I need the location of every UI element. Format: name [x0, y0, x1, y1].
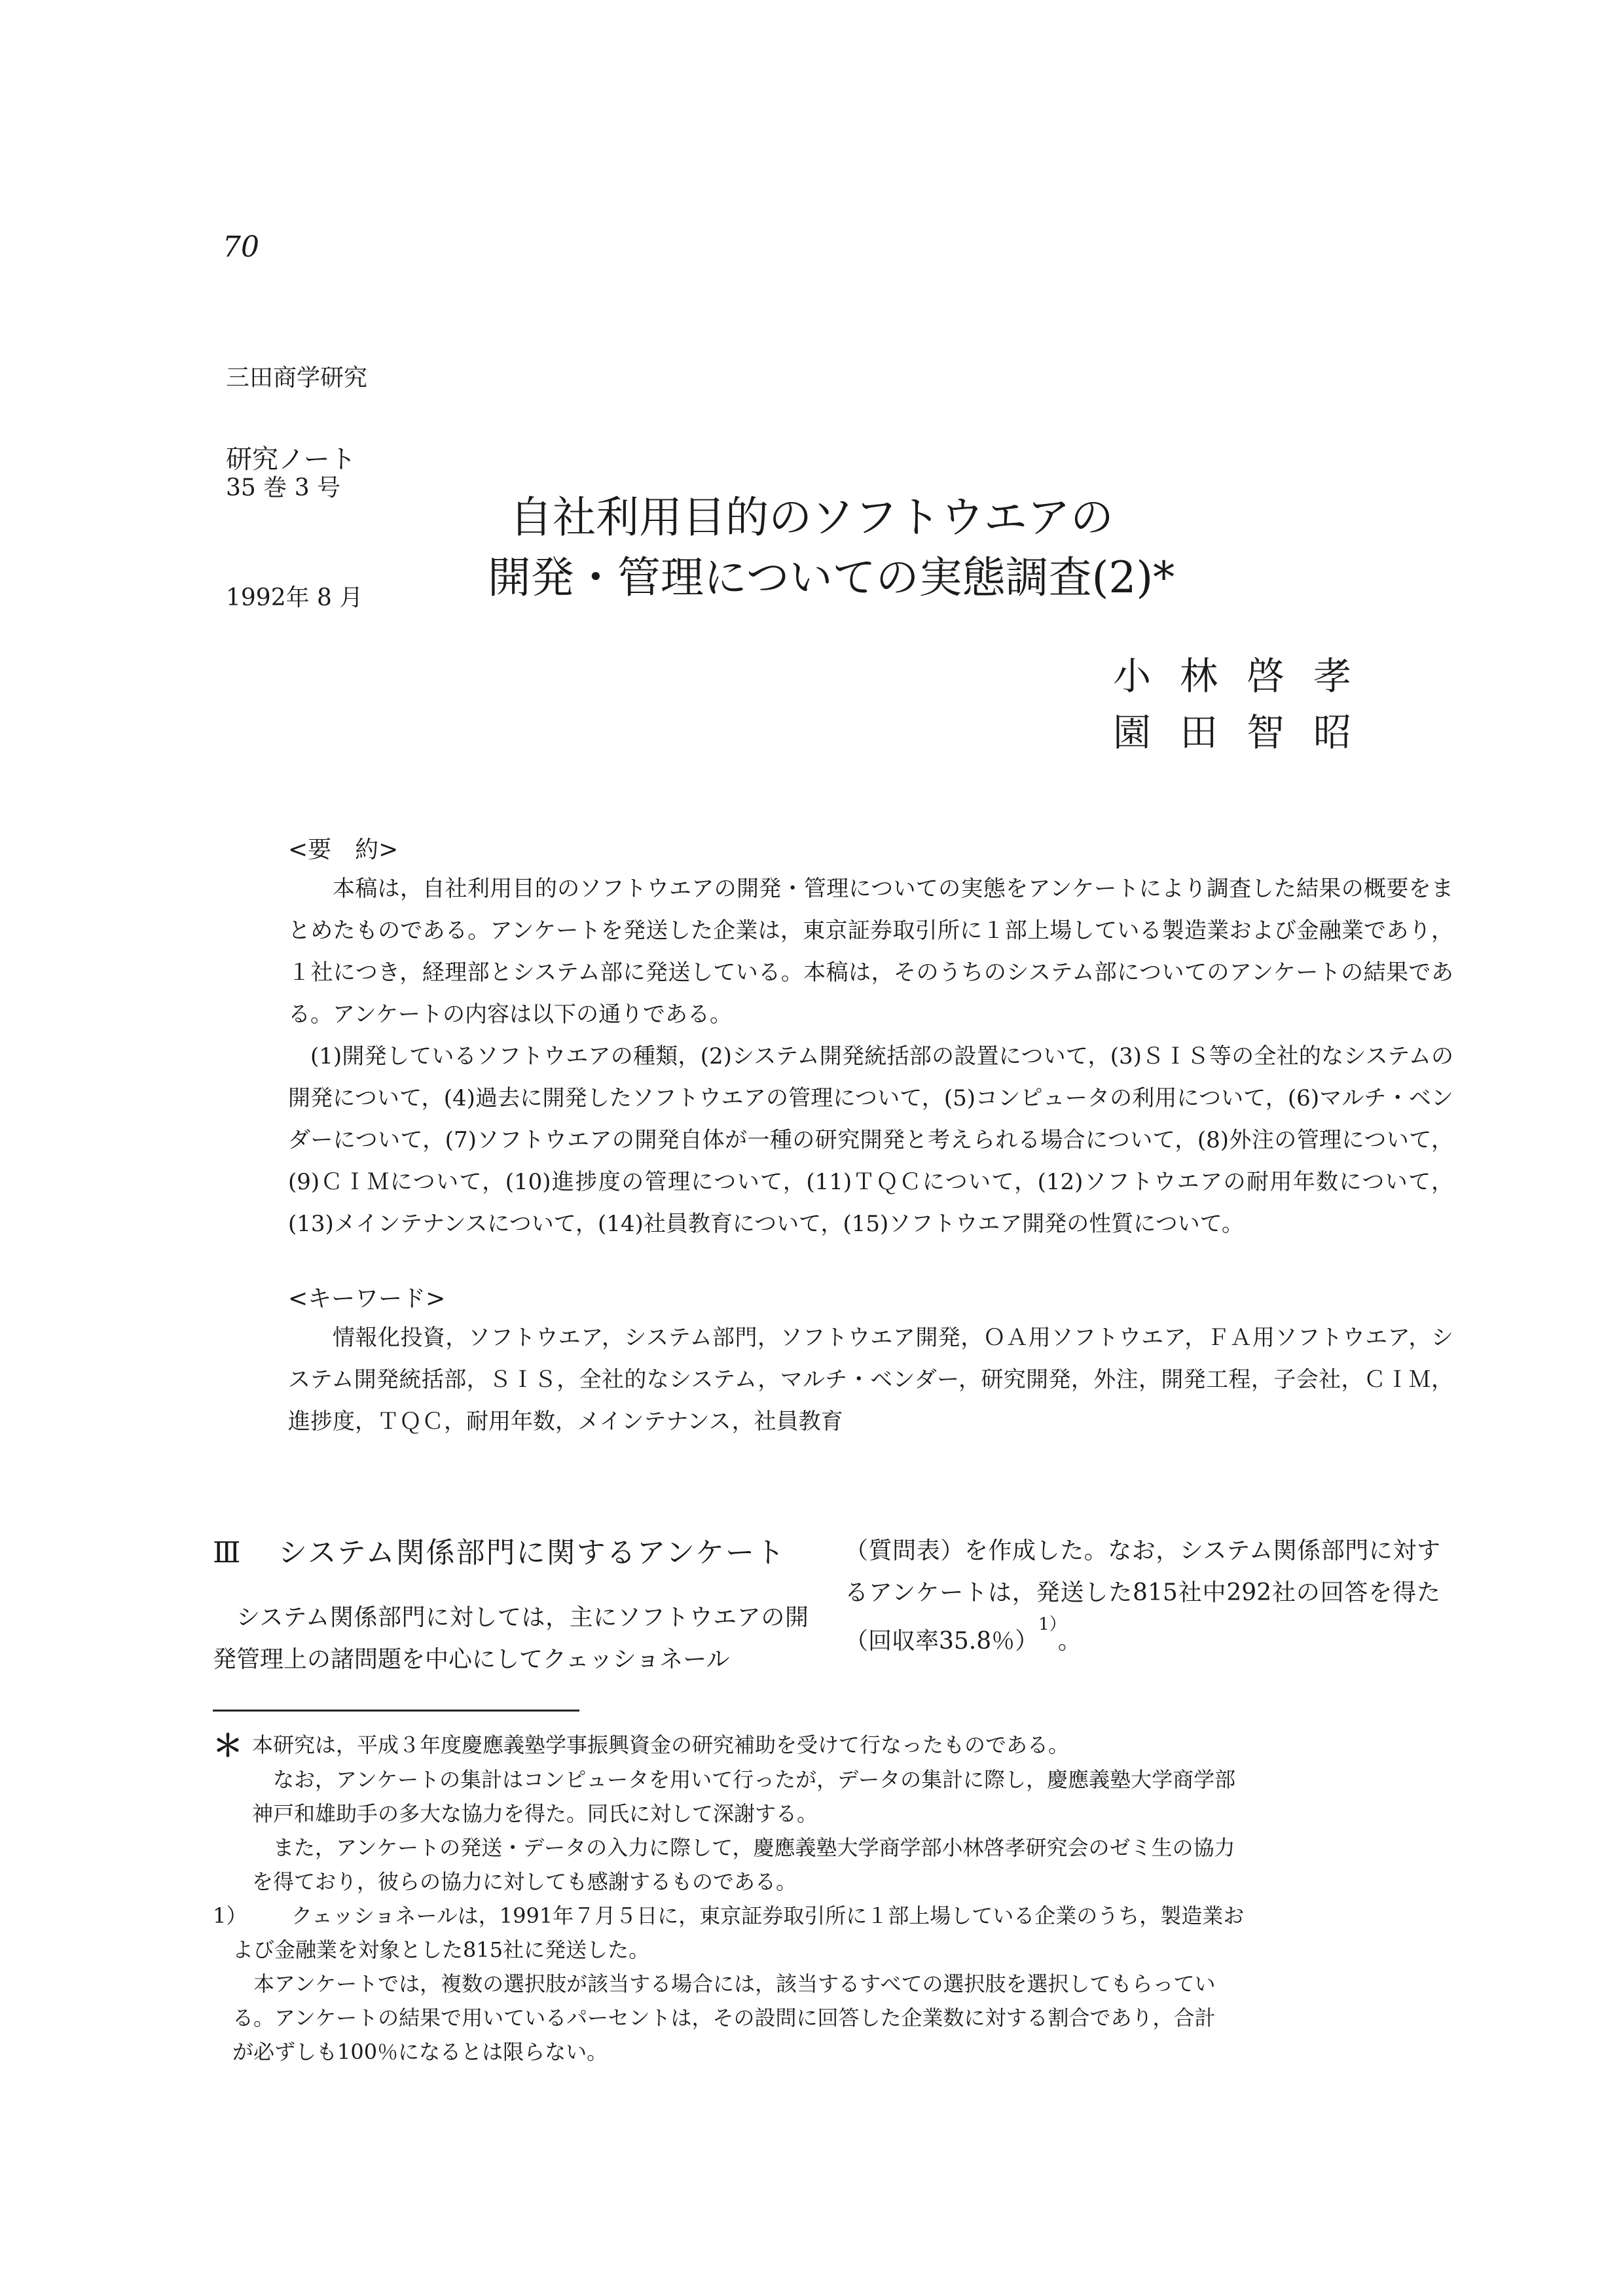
section-body-right-text: （質問表）を作成した。なお，システム関係部門に対するアンケートは，発送した815社中292社の回答を得た（回収率35.8％） — [845, 1537, 1440, 1655]
authors — [1113, 648, 1380, 761]
section-body-left: システム関係部門に対しては，主にソフトウエアの開発管理上の諸問題を中心にしてクェッショネール — [213, 1604, 809, 1673]
author-2: 園田智昭 — [1113, 710, 1381, 755]
footnote-ref-1: 1） — [1038, 1615, 1058, 1634]
section-left-column — [213, 1530, 809, 1681]
footnote-star — [213, 1728, 1444, 1763]
star-line-5: を得ており，彼らの協力に対しても感謝するものである。 — [252, 1869, 797, 1894]
author-1: 小林啓孝 — [1113, 654, 1381, 698]
journal-date: 1992年 8 月 — [226, 584, 363, 611]
abstract-paragraph-2: (1)開発しているソフトウエアの種類，(2)システム開発統括部の設置について，(3)ＳＩＳ等の全社的なシステムの開発について，(4)過去に開発したソフトウエアの管理について，(5)コンピュータの利用について，(6)マルチ・ベンダーについて，(7)ソフトウエアの開発自体が一種の研究開発と考えられる場合について，(8)外注の管理について，(9)ＣＩＭについて，(10)進捗度の管理について，(11)ＴＱＣについて，(12)ソフトウエアの耐用年数について，(13)メインテナンスについて，(14)社員教育について，(15)ソフトウエア開発の性質について。 — [288, 1043, 1453, 1237]
footnotes — [213, 1728, 1444, 2069]
abstract — [288, 833, 1453, 1443]
section-right-column — [845, 1530, 1440, 1662]
abstract-paragraph-1: 本稿は，自社利用目的のソフトウエアの開発・管理についての実態をアンケートにより調査した結果の概要をまとめたものである。アンケートを発送した企業は，東京証券取引所に１部上場している製造業および金融業であり，１社につき，経理部とシステム部に発送している。本稿は，そのうちのシステム部についてのアンケートの結果である。アンケートの内容は以下の通りである。 — [288, 876, 1453, 1028]
section-heading — [213, 1530, 809, 1576]
star-mark: ＊ — [213, 1728, 243, 1763]
footnote-rule — [213, 1710, 579, 1712]
section-body-right — [845, 1530, 1440, 1662]
keywords-heading: <キーワード> — [288, 1285, 446, 1312]
keywords-text: 情報化投資，ソフトウエア，システム部門，ソフトウエア開発，ＯＡ用ソフトウエア，ＦＡ用ソフトウエア，システム開発統括部，ＳＩＳ，全社的なシステム，マルチ・ベンダー，研究開発，外注，開発工程，子会社，ＣＩＭ，進捗度，ＴＱＣ，耐用年数，メインテナンス，社員教育 — [288, 1325, 1453, 1435]
title-line-1: 自社利用目的のソフトウエアの — [509, 492, 1114, 543]
journal-name: 三田商学研究 — [226, 365, 368, 391]
star-line-3: 神戸和雄助手の多大な協力を得た。同氏に対して深謝する。 — [252, 1801, 818, 1826]
note1-line-4: る。アンケートの結果で用いているパーセントは，その設問に回答した企業数に対する割合であり，合計 — [232, 2005, 1216, 2030]
section-number: Ⅲ — [213, 1536, 242, 1570]
note1-line-1: クェッショネールは，1991年７月５日に，東京証券取引所に１部上場している企業のうち，製造業お — [291, 1903, 1245, 1928]
note1-line-3: 本アンケートでは，複数の選択肢が該当する場合には，該当するすべての選択肢を選択してもらってい — [253, 1971, 1216, 1996]
abstract-heading: <要 約> — [288, 836, 399, 863]
star-line-2: なお，アンケートの集計はコンピュータを用いて行ったが，データの集計に際し，慶應義塾大学商学部 — [273, 1767, 1236, 1792]
note1-line-5: が必ずしも100％になるとは限らない。 — [232, 2039, 608, 2064]
journal-volume: 35 巻 3 号 — [226, 475, 341, 501]
page-number: 70 — [223, 230, 259, 264]
footnote-1-mark: 1） — [213, 1903, 247, 1928]
section-body-right-end: 。 — [1057, 1628, 1082, 1655]
star-line-1: 本研究は，平成３年度慶應義塾学事振興資金の研究補助を受けて行なったものである。 — [252, 1732, 1070, 1757]
note1-line-2: よび金融業を対象とした815社に発送した。 — [232, 1937, 650, 1962]
title-line-2: 開発・管理についての実態調査(2)* — [487, 552, 1175, 603]
article-genre: 研究ノート — [226, 444, 356, 475]
section-title: システム関係部門に関するアンケート — [278, 1536, 786, 1570]
star-line-4: また，アンケートの発送・データの入力に際して，慶應義塾大学商学部小林啓孝研究会のゼミ生の協力 — [273, 1835, 1235, 1860]
footnote-1 — [213, 1899, 1444, 1933]
article-title — [0, 488, 1623, 608]
